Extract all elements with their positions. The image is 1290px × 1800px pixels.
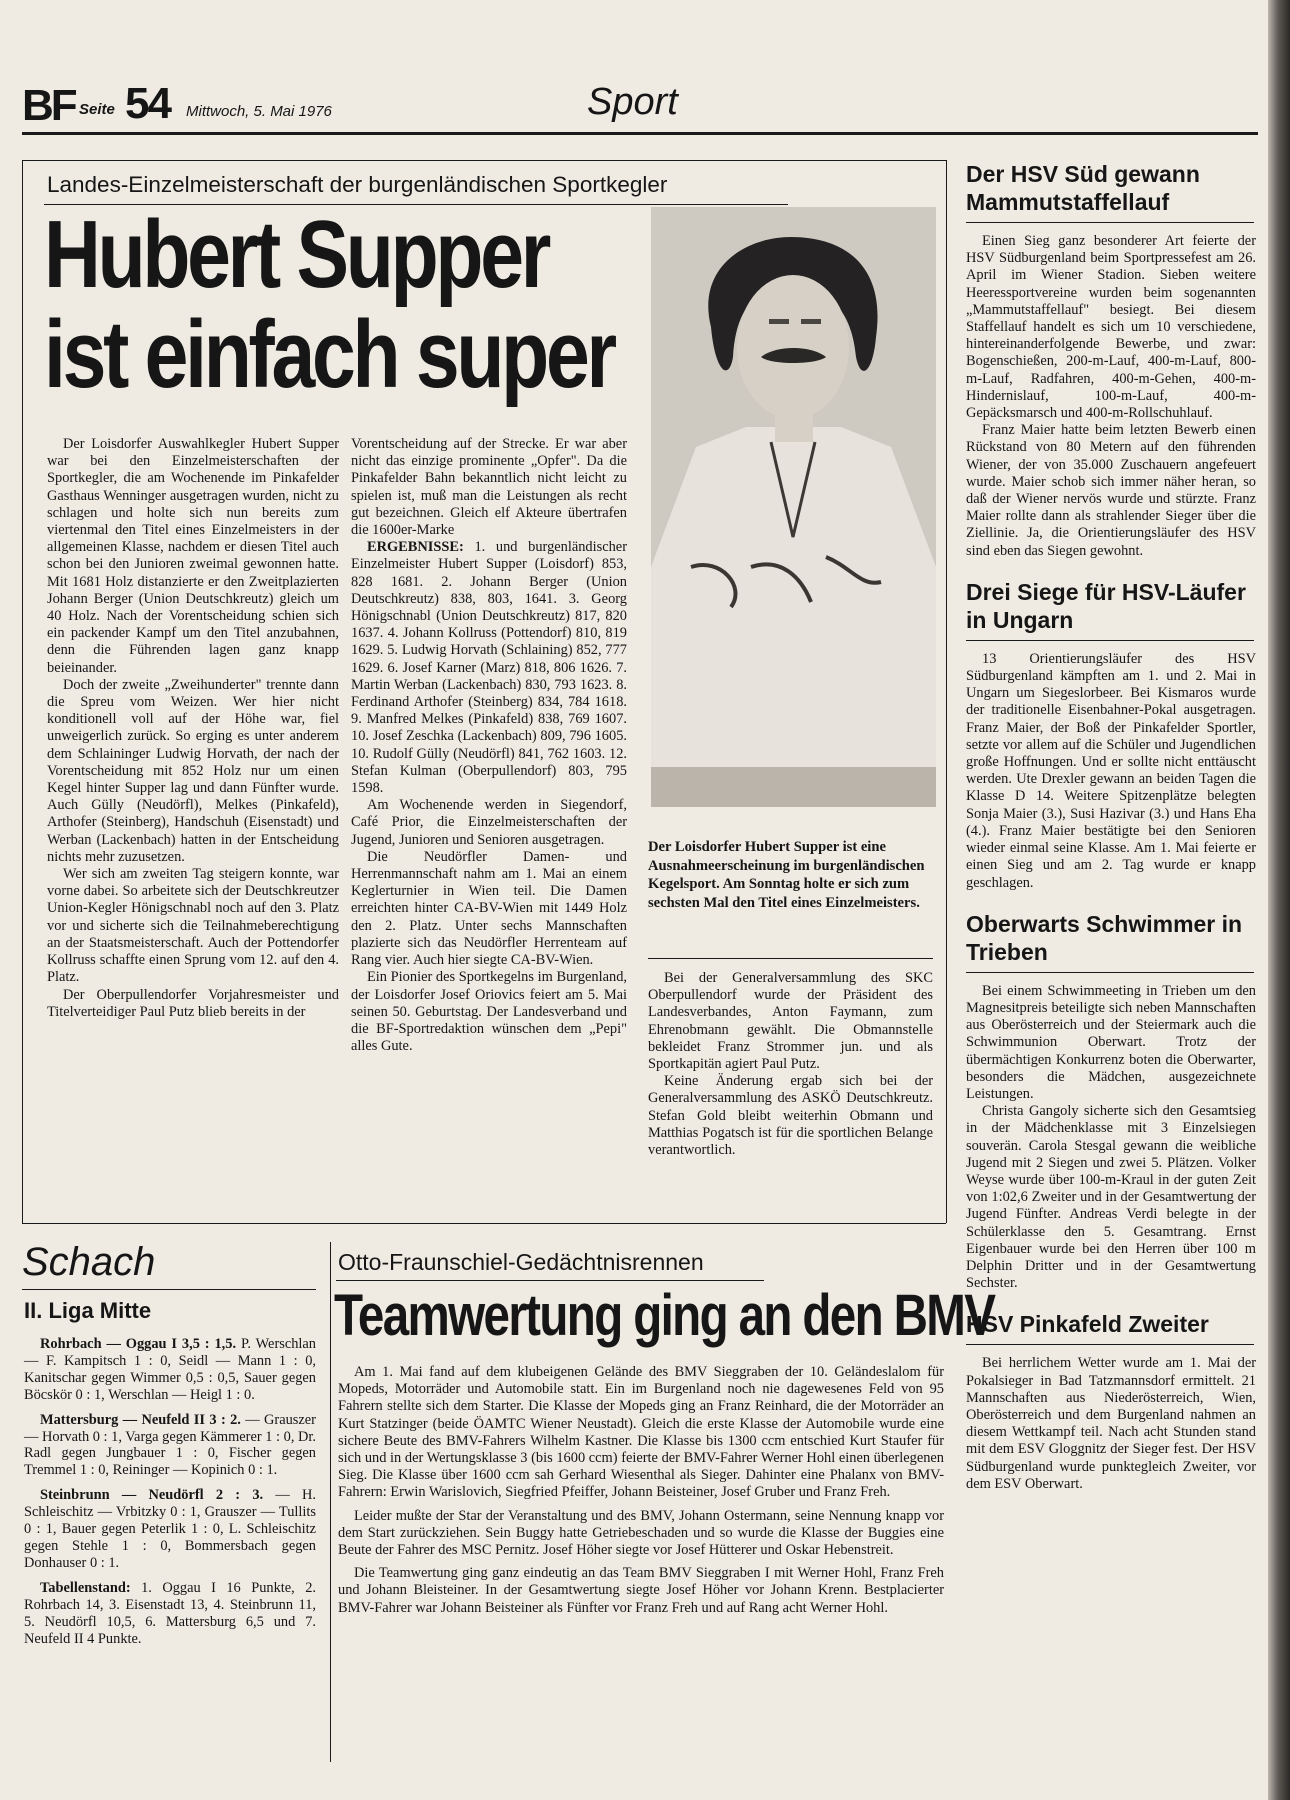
race-kicker: Otto-Fraunschiel-Gedächtnisrennen xyxy=(338,1249,704,1275)
paragraph: Am 1. Mai fand auf dem klubeigenen Gelände des BMV Sieggraben der 10. Geländeslalom für Mopeds, Motorräder und Automobile statt. Ein im Burgenland noch nie dagewesenes Feld von 95 Fahrern stellte sich dem Starter. Die Klasse der Mopeds ging an Franz Reinhard, die der Motorräder an Kurt Statzinger (beide ÖAMTC Wiener Neustadt). Gleich die erste Klasse der Automobile wurde eine sichere Beute des BMV-Fahrers Wilhelm Kastner. Die Klasse bis 1300 ccm entschied Kurt Staufer für sich und in der Wertungsklasse 3 (bis 1600 ccm) feierte der BMV-Fahrer Werner Hohl einen überlegenen Sieg. Die Klasse über 1600 ccm sah Gerhard Wiesenthal als Sieger. Dahinter eine Phalanx von BMV-Fahrern: Erwin Warislovich, Siegfried Pfeiffer, Johann Beisteiner, Josef Gruber und Franz Freh. xyxy=(338,1364,944,1501)
article-column-2 xyxy=(351,436,627,1055)
section-title: Sport xyxy=(587,81,678,123)
page-number: 54 xyxy=(125,79,170,128)
chess-results xyxy=(24,1336,316,1655)
article-frame-bottom xyxy=(22,1223,946,1224)
paragraph: Bei der Generalversammlung des SKC Oberpullendorf wurde der Präsident des Landesverbandes, Anton Faymann, zum Ehrenobmann gewählt. Die Obmannstelle bekleidet Franz Strommer jun. und als Sportkapitän agiert Paul Putz. xyxy=(648,970,933,1073)
masthead-rule xyxy=(22,132,1258,135)
article-kicker: Landes-Einzelmeisterschaft der burgenländischen Sportkegler xyxy=(47,172,668,197)
match-text: — Grauszer — Horvath 0 : 1, Varga gegen Kämmerer 1 : 0, Dr. Radl gegen Jungbauer 1 : 0, Fischer gegen Tremmel 1 : 0, Reininger — Kopinich 0 : 1. xyxy=(24,1411,317,1479)
paragraph: Die Neudörfler Damen- und Herrenmannschaft nahm am 1. Mai an einem Keglerturnier in Wien teil. Die Damen erreichten hinter CA-BV-Wien mit 1449 Holz den 2. Platz. Unter sechs Mannschaften plazierte sich das Neudörfler Herrenteam auf Rang vier. Auch hier siegte CA-BV-Wien. xyxy=(351,848,627,969)
article-frame-right xyxy=(946,160,947,1223)
sidebar-rule xyxy=(966,972,1254,973)
article-column-3 xyxy=(648,970,933,1159)
sidebar-headline: Oberwarts Schwimmer in Trieben xyxy=(966,910,1243,965)
sidebar xyxy=(966,160,1256,1493)
paragraph: Die Teamwertung ging ganz eindeutig an das Team BMV Sieggraben I mit Werner Hohl, Franz Freh und Johann Bleisteiner. In der Gesamtwertung siegte Josef Höher vor Johann Krenn. Bestplacierter BMV-Fahrer war Johann Beisteiner als Fünfter vor Franz Freh und auf Rang acht Werner Hohl. xyxy=(338,1565,944,1616)
paragraph: Am Wochenende werden in Siegendorf, Café Prior, die Einzelmeisterschaften der Jugend, Junioren und Senioren ausgetragen. xyxy=(351,797,627,848)
sidebar-article-body xyxy=(966,233,1256,560)
brand-logo: BF xyxy=(22,81,75,130)
race-article-body xyxy=(338,1364,944,1617)
match-text: P. Werschlan — F. Kampitsch 1 : 0, Seidl — Mann 1 : 0, Kanitschar gegen Wimmer 0,5 : 0,5, Sauer gegen Böcskör 0 : 1, Werschlan — Heigl 1 : 0. xyxy=(24,1336,316,1403)
paragraph: Leider mußte der Star der Veranstaltung und des BMV, Johann Ostermann, seine Nennung knapp vor dem Start zurückziehen. Sein Buggy hatte Getriebeschaden und so wurde die Klasse der Buggies eine Beute der Fahrer des MSC Pernitz. Josef Höher siegte vor Josef Hütterer und Oskar Hebenstreit. xyxy=(338,1507,944,1559)
chess-match xyxy=(24,1580,316,1648)
page-binding-edge xyxy=(1268,0,1290,1800)
paragraph: Der Oberpullendorfer Vorjahresmeister und Titelverteidiger Paul Putz blieb bereits in der xyxy=(47,986,339,1020)
player-portrait-image xyxy=(651,207,936,807)
photo-caption: Der Loisdorfer Hubert Supper ist eine Ausnahmeerscheinung im burgenländischen Kegelsport. Am Sonntag holte er sich zum sechsten Mal den Titel eines Einzelmeisters. xyxy=(648,839,925,911)
headline-line-1: Hubert Supper xyxy=(44,201,549,308)
paragraph: Keine Änderung ergab sich bei der Generalversammlung des ASKÖ Deutschkreutz. Stefan Gold bleibt weiterhin Obmann und Matthias Pogatsch ist für die sportlichen Belange verantwortlich. xyxy=(648,1073,933,1159)
caption-rule xyxy=(648,958,933,959)
paragraph: Bei herrlichem Wetter wurde am 1. Mai der Pokalsieger in Bad Tatzmannsdorf ermittelt. 21 Mannschaften aus Niederösterreich, Wien, Oberösterreich und dem Burgenland nahmen an diesem Wettkampf teil. Nach acht Stunden stand mit dem ESV Gloggnitz der Sieger fest. Der HSV Südburgenland wurde punktegleich Zweiter, vor dem ESV Oberwart. xyxy=(966,1355,1256,1492)
chess-rule xyxy=(22,1289,316,1290)
page-label: Seite xyxy=(79,101,115,118)
paragraph: Bei einem Schwimmeeting in Trieben um den Magnesitpreis beteiligte sich neben Mannschaften aus Oberösterreich und der Steiermark auch die Schwimmunion Oberwart. Trotz der übermächtigen Konkurrenz boten die Oberwarter, besonders die Mädchen, ausgezeichnete Leistungen. xyxy=(966,982,1256,1102)
chess-column-rule xyxy=(330,1242,331,1762)
paragraph: 13 Orientierungsläufer des HSV Südburgenland kämpften am 1. und 2. Mai in Ungarn um Siegeslorbeer. Bei Kismaros wurde der traditionelle Eisenbahner-Pokal ausgetragen. Franz Maier, der Boß der Pinkafelder Sportler, setzte vor allem auf die Schüler und Jugendlichen große Hoffnungen. Und er sollte nicht enttäuscht werden. Ute Drexler gewann an beiden Tagen die Klasse D 14. Weitere Spitzenplätze belegten Sonja Maier (3.), Susi Hazivar (3.) und Hans Eha (4.). Franz Maier bestätigte bei den Senioren wieder einmal seine Klasse. Am 1. Mai feierte er einen Sieg und am 2. Tag wurde er knapp geschlagen. xyxy=(966,650,1256,891)
paragraph: Doch der zweite „Zweihunderter" trennte dann die Spreu vom Weizen. Wer hier nicht konditionell voll auf der Höhe war, fiel unweigerlich zurück. So erging es unter anderem dem Schlaininger Ludwig Horvath, der nach der Vorentscheidung mit 852 Holz nur um einen Kegel hinter Supper lag und dann Fünfter wurde. Auch Gülly (Neudörfl), Melkes (Pinkafeld), Arthofer (Steinberg), Handschuh (Eisenstadt) und Werban (Lackenbach) hatten in der Entscheidung nichts mehr zuzusetzen. xyxy=(47,676,339,865)
sidebar-article-body xyxy=(966,1355,1256,1493)
paragraph: Christa Gangoly sicherte sich den Gesamtsieg in der Mädchenklasse mit 3 Einzelsiegen souverän. Carola Stesgal gewann die weibliche Jugend mit 2 Siegen und zwei 5. Plätzen. Volker Weyse wurde über 100-m-Kraul in der guten Zeit von 1:02,6 Zweiter und in der Gesamtwertung der Jugend Fünfter. Andreas Verdi belegte in der Schülerklasse den 5. Gesamtrang. Ernst Eigenbauer wurde bei den Herren über 100 m Delphin Dritter und in der Gesamtwertung Sechster. xyxy=(966,1103,1256,1292)
paragraph: Vorentscheidung auf der Strecke. Er war aber nicht das einzige prominente „Opfer". Da die Pinkafelder Bahn bekanntlich nicht leicht zu spielen ist, muß man die Leistungen als recht gut bezeichnen. Gleich elf Akteure übertrafen die 1600er-Marke xyxy=(351,436,627,539)
results-text: 1. und burgenländischer Einzelmeister Hubert Supper (Loisdorf) 853, 828 1681. 2. Johann Berger (Union Deutschkreutz) 838, 803, 1641. 3. Georg Hönigschnabl (Union Deutschkreutz) 817, 820 1637. 4. Johann Kollruss (Pottendorf) 810, 819 1629. 5. Ludwig Horvath (Schlaining) 852, 777 1629. 6. Josef Karner (Marz) 818, 806 1626. 7. Martin Werban (Lackenbach) 830, 793 1623. 8. Ferdinand Arthofer (Steinberg) 834, 784 1618. 9. Manfred Melkes (Pinkafeld) 838, 769 1607. 10. Josef Zeschka (Lackenbach) 809, 796 1605. 10. Rudolf Gülly (Neudörfl) 841, 762 1603. 12. Stefan Kulman (Oberpullendorf) 803, 795 1598. xyxy=(351,539,627,797)
match-header: Mattersburg — Neufeld II 3 : 2. xyxy=(40,1411,241,1428)
sidebar-article-body xyxy=(966,651,1256,892)
sidebar-rule xyxy=(966,640,1254,641)
race-headline: Teamwertung ging an den BMV xyxy=(334,1283,995,1348)
chess-match xyxy=(24,1336,316,1404)
race-kicker-rule xyxy=(336,1280,764,1281)
article-frame-left xyxy=(22,160,23,1223)
sidebar-headline: Drei Siege für HSV-Läufer in Ungarn xyxy=(966,578,1246,633)
results-label: ERGEBNISSE: xyxy=(367,539,464,556)
paragraph: Franz Maier hatte beim letzten Bewerb einen Rückstand von 80 Metern auf den führenden Wiener, der von 35.000 Zuschauern angefeuert wurde. Maier schob sich immer näher heran, so daß der Wiener nervös wurde und stürzte. Franz Maier rollte dann als strahlender Sieger über die Ziellinie. Ja, die Orientierungsläufer des HSV sind eben das Siegen gewohnt. xyxy=(966,422,1256,559)
headline-line-2: ist einfach super xyxy=(44,301,614,408)
sidebar-headline: HSV Pinkafeld Zweiter xyxy=(966,1311,1209,1338)
match-header: Steinbrunn — Neudörfl 2 : 3. xyxy=(40,1487,264,1504)
chess-match xyxy=(24,1487,316,1572)
sidebar-rule xyxy=(966,222,1254,223)
match-header: Tabellenstand: xyxy=(40,1579,131,1596)
sidebar-article-body xyxy=(966,983,1256,1293)
sidebar-rule xyxy=(966,1344,1254,1345)
match-text: — H. Schleischitz — Vrbitzky 0 : 1, Grauszer — Tullits 0 : 1, Bauer gegen Peterlik 1 : 0, L. Schleischitz gegen Stehle 1 : 0, Bommersbach gegen Donhauser 0 : 1. xyxy=(24,1487,316,1571)
chess-match xyxy=(24,1412,316,1480)
sidebar-headline: Der HSV Süd gewann Mammutstaffellauf xyxy=(966,161,1200,215)
paragraph: Der Loisdorfer Auswahlkegler Hubert Supper war bei den Einzelmeisterschaften der Sportkegler, die am Wochenende im Pinkafelder Gasthaus Wenninger ausgetragen wurden, nicht zu schlagen und holte sich nun bereits zum viertenmal den Titel eines Einzelmeisters in der allgemeinen Klasse, nachdem er diesen Titel auch schon bei den Junioren zweimal gewonnen hatte. Mit 1681 Holz distanzierte er den Zweitplazierten Johann Berger (Union Deutschkreutz) gleich um 40 Holz. Nach der Vorentscheidung schien sich ein packender Kampf um den Titel anzubahnen, denn die Führenden lagen ganz knapp beieinander. xyxy=(47,436,339,676)
issue-date: Mittwoch, 5. Mai 1976 xyxy=(186,103,332,120)
chess-title: Schach xyxy=(22,1240,156,1284)
match-text: 1. Oggau I 16 Punkte, 2. Rohrbach 14, 3. Eisenstadt 13, 4. Steinbrunn 11, 5. Neudörfl 10,5, 6. Mattersburg 6,5 und 7. Neufeld II 4 Punkte. xyxy=(24,1579,316,1647)
paragraph: Wer sich am zweiten Tag steigern konnte, war vorne dabei. So arbeitete sich der Deutschkreutzer Union-Kegler Hönigschnabl noch auf den 3. Platz vor und sicherte sich die Teilnahmeberechtigung an der Staatsmeisterschaft. Auch der Pottendorfer Kollruss schaffte einen Sprung vom 12. auf den 4. Platz. xyxy=(47,866,339,986)
paragraph: Ein Pionier des Sportkegelns im Burgenland, der Loisdorfer Josef Oriovics feiert am 5. Mai seinen 50. Geburtstag. Der Landesverband und die BF-Sportredaktion wünschen dem „Pepi" alles Gute. xyxy=(351,969,627,1055)
article-column-1 xyxy=(47,436,339,1021)
paragraph: Einen Sieg ganz besonderer Art feierte der HSV Südburgenland beim Sportpressefest am 26. April im Wiener Stadion. Sieben weitere Heeressportvereine wurden beim sogenannten „Mammutstaffellauf" besiegt. Bei diesem Staffellauf handelt es sich um 10 verschiedene, hintereinanderfolgende Bewerbe, und zwar: Bogenschießen, 200-m-Lauf, 400-m-Lauf, 800-m-Lauf, Radfahren, 400-m-Gehen, 400-m-Hindernislauf, 100-m-Lauf, 400-m-Gepäcksmarsch und 400-m-Rollschuhlauf. xyxy=(966,233,1256,422)
article-frame-top xyxy=(22,160,946,161)
results-paragraph xyxy=(351,539,627,797)
player-photo xyxy=(651,207,936,807)
match-header: Rohrbach — Oggau I 3,5 : 1,5. xyxy=(40,1336,237,1352)
chess-league: II. Liga Mitte xyxy=(24,1298,152,1323)
